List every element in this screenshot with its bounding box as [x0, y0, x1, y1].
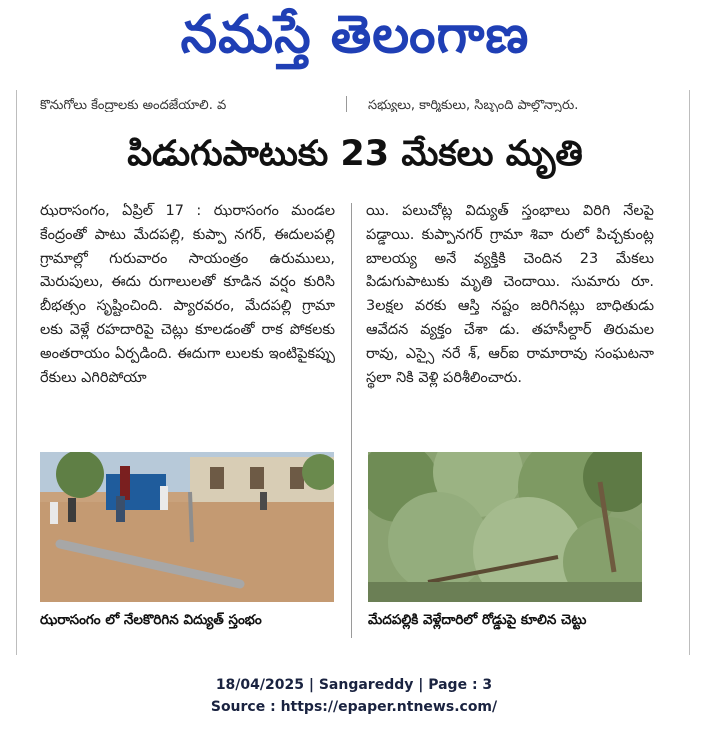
cut-off-text-right: సభ్యులు, కార్మికులు, సిబ్బంది పాల్గొన్నారు. — [368, 98, 579, 112]
masthead-title: నమస్తే తెలంగాణ — [180, 4, 530, 65]
footer-date-edition: 18/04/2025 | Sangareddy | Page : 3 — [215, 677, 493, 693]
article-column-left — [40, 200, 335, 390]
article-column-right — [366, 200, 654, 390]
photo-fallen-pole — [40, 452, 334, 602]
masthead-logo — [150, 2, 560, 80]
photo-caption-fallen-pole: ఝరాసంగం లో నేలకొరిగిన విద్యుత్ స్తంభం — [40, 606, 334, 634]
article-headline — [40, 128, 670, 188]
article-text-right: యి. పలుచోట్ల విద్యుత్ స్తంభాలు విరిగి నేలపై పడ్డాయి. కుప్పానగర్ గ్రామా శివా రులో పిచ్చకుంట్ల బాలయ్య అనే వ్యక్తికి చెందిన 23 మేకలు పిడుగుపాటుకు మృతి చెందాయి. సుమారు రూ. 3లక్షల వరకు ఆస్తి నష్టం జరిగినట్లు బాధితుడు ఆవేదన వ్యక్తం చేశా డు. తహసీల్దార్ తిరుమల రావు, ఎస్సై నరే శ్, ఆర్ఐ రామారావు సంఘటనా స్థలా నికి వెళ్లి పరిశీలించారు. — [366, 203, 654, 386]
footer-source: Source : https://epaper.ntnews.com/ — [210, 699, 498, 715]
article-text-left: ఝరాసంగం, ఏప్రిల్ 17 : ఝరాసంగం మండల కేంద్రంతో పాటు మేదపల్లి, కుప్పా నగర్, ఈదులపల్లి గ్రామాల్లో గురువారం సాయంత్రం ఉరుములు, మెరుపులు, ఈదు రుగాలులతో కూడిన వర్షం కురిసి బీభత్సం సృష్టించింది. ప్యారవరం, మేదపల్లి గ్రామా లకు వెళ్లే రహదారిపై చెట్లు కూలడంతో రాక పోకలకు అంతరాయం ఏర్పడింది. ఈదుగా లులకు ఇంటిపైకప్పు రేకులు ఎగిరిపోయా — [40, 203, 335, 386]
cut-off-text-left: కొనుగోలు కేంద్రాలకు అందజేయాలి. వ — [40, 98, 227, 112]
photo-caption-fallen-tree: మేదపల్లికి వెళ్లేదారిలో రోడ్డుపై కూలిన చెట్టు — [368, 606, 642, 634]
headline-text: పిడుగుపాటుకు 23 మేకలు మృతి — [127, 134, 583, 174]
page-border-left — [16, 90, 17, 655]
column-divider-top — [346, 96, 347, 112]
photo-fallen-pole-illustration — [40, 452, 334, 602]
photo-fallen-tree-illustration — [368, 452, 642, 602]
column-divider — [351, 203, 352, 638]
page-border-right — [689, 90, 690, 655]
photo-fallen-tree — [368, 452, 642, 602]
